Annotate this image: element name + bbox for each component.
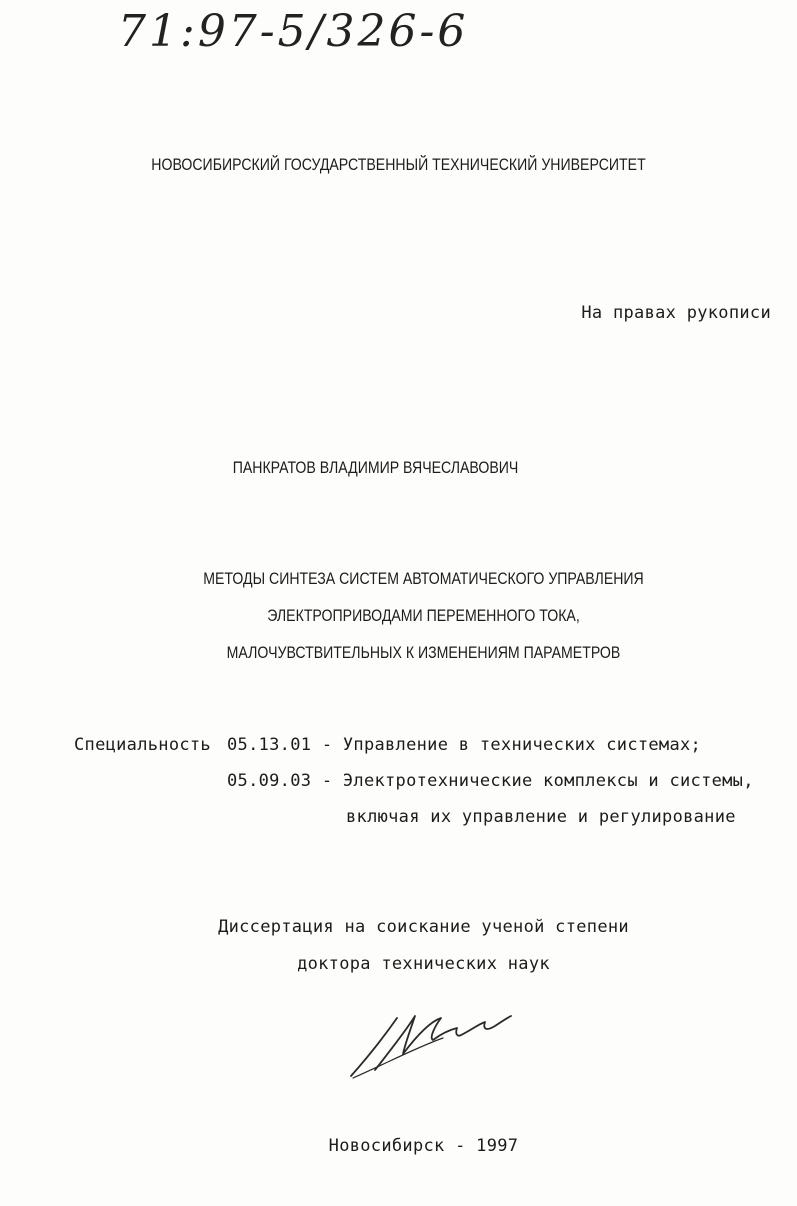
degree-line-2: доктора технических наук [297, 954, 550, 974]
university-name: НОВОСИБИРСКИЙ ГОСУДАРСТВЕННЫЙ ТЕХНИЧЕСКИЙ УНИВЕРСИТЕТ [151, 155, 646, 174]
title-line-2: ЭЛЕКТРОПРИВОДАМИ ПЕРЕМЕННОГО ТОКА, [267, 606, 580, 625]
title-line-1: МЕТОДЫ СИНТЕЗА СИСТЕМ АВТОМАТИЧЕСКОГО УПРАВЛЕНИЯ [203, 569, 644, 588]
specialty-line-2: 05.09.03 - Электротехнические комплексы и системы, [227, 771, 754, 791]
place-year: Новосибирск - 1997 [328, 1136, 519, 1156]
rights-note: На правах рукописи [581, 303, 771, 323]
specialty-label: Специальность [74, 735, 211, 755]
title-line-3: МАЛОЧУВСТВИТЕЛЬНЫХ К ИЗМЕНЕНИЯМ ПАРАМЕТРОВ [226, 643, 621, 662]
specialty-line-1: 05.13.01 - Управление в технических системах; [227, 735, 702, 755]
archive-code: 71:97-5/326-6 [118, 6, 469, 57]
signature-image [345, 1008, 515, 1083]
author-name: ПАНКРАТОВ ВЛАДИМИР ВЯЧЕСЛАВОВИЧ [232, 458, 519, 477]
specialty-line-3: включая их управление и регулирование [346, 807, 736, 827]
degree-line-1: Диссертация на соискание ученой степени [218, 917, 629, 937]
